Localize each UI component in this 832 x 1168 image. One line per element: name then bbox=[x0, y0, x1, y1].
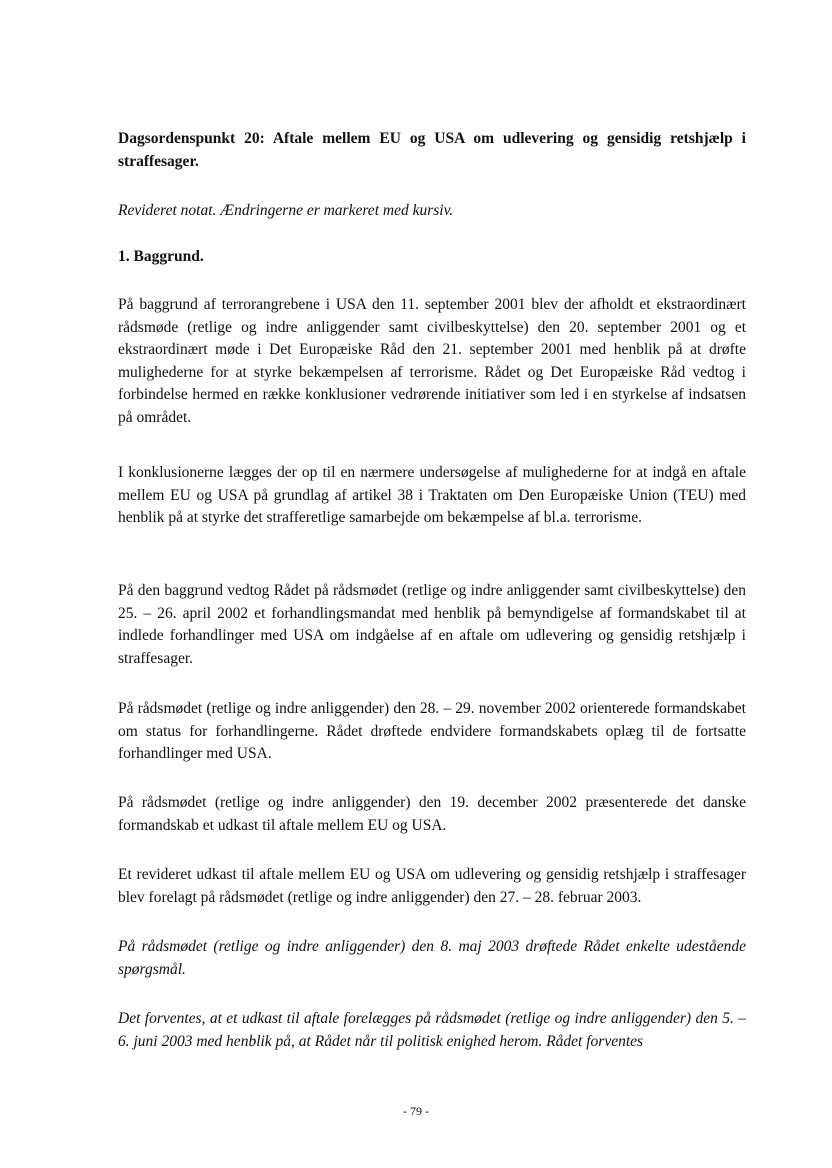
paragraph-italic: På rådsmødet (retlige og indre anliggender) den 8. maj 2003 drøftede Rådet enkelte udestående spørgsmål. bbox=[118, 938, 746, 978]
paragraph: På rådsmødet (retlige og indre anliggender) den 19. december 2002 præsenterede det danske formandskab et udkast til aftale mellem EU og USA. bbox=[118, 794, 746, 834]
revision-note: Revideret notat. Ændringerne er markeret med kursiv. bbox=[118, 202, 454, 219]
paragraph: På baggrund af terrorangrebene i USA den 11. september 2001 blev der afholdt et ekstraordinært rådsmøde (retlige og indre anliggender samt civilbeskyttelse) den 20. september 2001 og et ekstraordinært møde i Det Europæiske Råd den 21. september 2001 med henblik på at drøfte mulighederne for at styrke bekæmpelsen af terrorisme. Rådet og Det Europæiske Råd vedtog i forbindelse hermed en række konklusioner vedrørende initiativer som led i en styrkelse af indsatsen på området. bbox=[118, 296, 746, 426]
page-number: - 79 - bbox=[403, 1104, 429, 1118]
document-title: Dagsordenspunkt 20: Aftale mellem EU og USA om udlevering og gensidig retshjælp i straffesager. bbox=[118, 130, 746, 170]
paragraph: På den baggrund vedtog Rådet på rådsmødet (retlige og indre anliggender samt civilbeskyttelse) den 25. – 26. april 2002 et forhandlingsmandat med henblik på bemyndigelse af formandskabet til at indlede forhandlinger med USA om indgåelse af en aftale om udlevering og gensidig retshjælp i straffesager. bbox=[118, 582, 746, 667]
paragraph: Et revideret udkast til aftale mellem EU og USA om udlevering og gensidig retshjælp i straffesager blev forelagt på rådsmødet (retlige og indre anliggender) den 27. – 28. februar 2003. bbox=[118, 866, 746, 906]
paragraph: På rådsmødet (retlige og indre anliggender) den 28. – 29. november 2002 orienterede formandskabet om status for forhandlingerne. Rådet drøftede endvidere formandskabets oplæg til de fortsatte forhandlinger med USA. bbox=[118, 700, 746, 762]
paragraph: I konklusionerne lægges der op til en nærmere undersøgelse af mulighederne for at indgå en aftale mellem EU og USA på grundlag af artikel 38 i Traktaten om Den Europæiske Union (TEU) med henblik på at styrke det strafferetlige samarbejde om bekæmpelse af bl.a. terrorisme. bbox=[118, 464, 746, 526]
section-heading: 1. Baggrund. bbox=[118, 248, 204, 265]
paragraph-italic: Det forventes, at et udkast til aftale forelægges på rådsmødet (retlige og indre anliggender) den 5. – 6. juni 2003 med henblik på, at Rådet når til politisk enighed herom. Rådet forventes bbox=[118, 1010, 746, 1050]
